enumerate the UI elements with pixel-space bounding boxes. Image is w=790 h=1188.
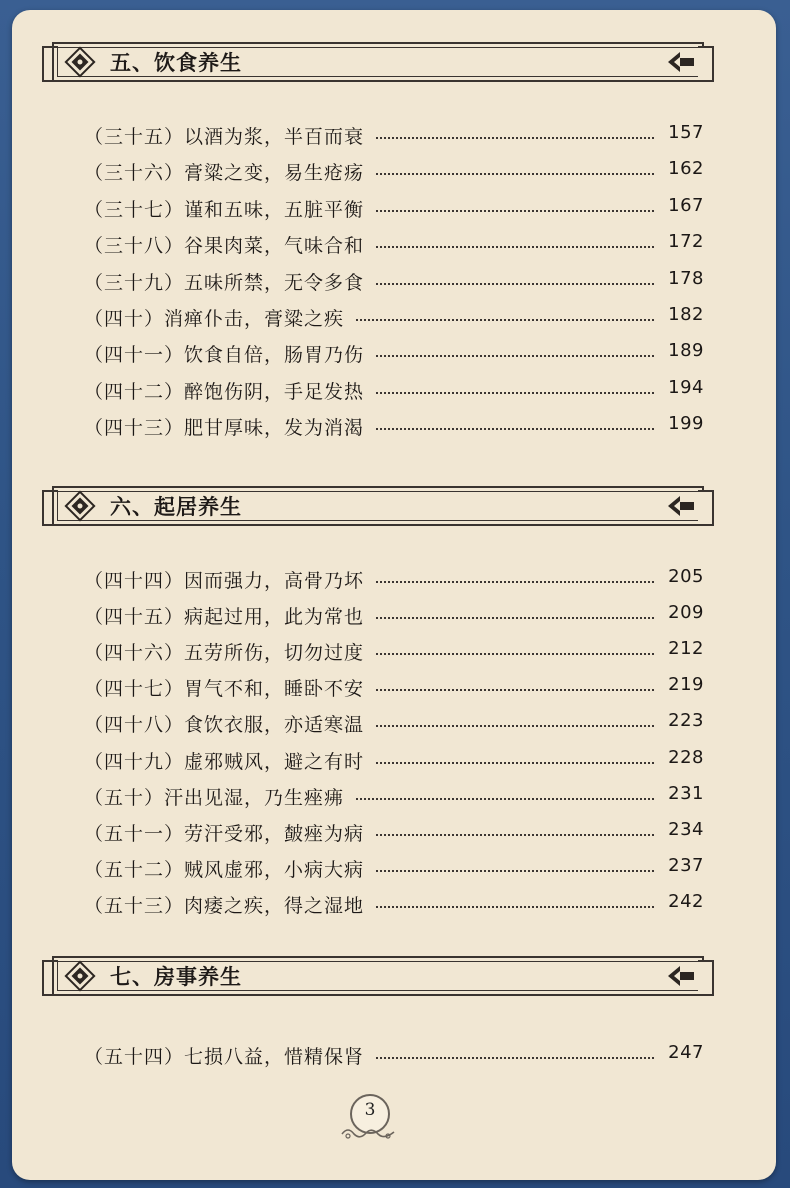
toc-entry-page: 228 xyxy=(668,746,704,768)
toc-entry-page: 205 xyxy=(668,566,704,587)
toc-entry[interactable] xyxy=(84,304,704,334)
page-number: 3 xyxy=(364,1100,376,1120)
page-number-badge xyxy=(346,1094,390,1138)
toc-entry[interactable] xyxy=(84,747,704,777)
toc-entry-page: 182 xyxy=(668,304,704,325)
header-right-cap xyxy=(698,960,714,996)
toc-entry[interactable] xyxy=(84,231,704,261)
toc-entry[interactable] xyxy=(84,195,704,225)
toc-entry-title: （四十五）病起过用，此为常也 xyxy=(84,606,365,629)
arrow-ornament-icon xyxy=(666,962,696,990)
toc-entry[interactable] xyxy=(84,638,704,668)
toc-entry-title: （四十四）因而强力，高骨乃坏 xyxy=(84,570,365,592)
toc-entry[interactable] xyxy=(84,377,704,407)
header-right-cap xyxy=(698,46,714,82)
dot-leader xyxy=(376,1057,654,1059)
toc-entry[interactable] xyxy=(84,674,704,704)
dot-leader xyxy=(376,173,654,175)
toc-entry[interactable] xyxy=(84,602,704,632)
section-header-living xyxy=(42,482,714,530)
diamond-ornament-icon xyxy=(64,490,96,522)
toc-entry-title: （三十七）谨和五味，五脏平衡 xyxy=(84,198,365,221)
toc-entry-page: 242 xyxy=(668,890,704,912)
dot-leader xyxy=(376,725,654,727)
toc-entry-title: （五十二）贼风虚邪，小病大病 xyxy=(84,858,365,881)
dot-leader xyxy=(376,392,654,394)
cloud-swirl-icon xyxy=(338,1124,398,1142)
toc-entry-page: 178 xyxy=(668,267,704,289)
dot-leader xyxy=(376,762,654,764)
dot-leader xyxy=(376,355,654,357)
toc-entry-page: 199 xyxy=(668,413,704,435)
dot-leader xyxy=(376,137,654,139)
toc-entry-page: 189 xyxy=(668,340,704,362)
toc-entry[interactable] xyxy=(84,1042,704,1072)
toc-entry-title: （五十四）七损八益，惜精保肾 xyxy=(84,1046,365,1068)
dot-leader xyxy=(376,246,654,248)
dot-leader xyxy=(376,906,654,908)
toc-entry-title: （四十二）醉饱伤阴，手足发热 xyxy=(84,380,365,403)
toc-entry-title: （四十九）虚邪贼风，避之有时 xyxy=(84,750,365,773)
toc-entry-page: 234 xyxy=(668,818,704,840)
section-title: 五、饮食养生 xyxy=(110,50,242,75)
toc-entry-page: 162 xyxy=(668,158,704,180)
dot-leader xyxy=(376,617,654,619)
dot-leader xyxy=(376,581,654,583)
dot-leader xyxy=(376,210,654,212)
toc-entry-page: 157 xyxy=(668,122,704,143)
toc-entry[interactable] xyxy=(84,413,704,443)
section-title: 七、房事养生 xyxy=(110,964,242,989)
toc-entry-page: 172 xyxy=(668,231,704,253)
diamond-ornament-icon xyxy=(64,46,96,78)
toc-entry-page: 231 xyxy=(668,782,704,804)
toc-entry-page: 219 xyxy=(668,674,704,696)
dot-leader xyxy=(356,319,654,321)
section-header-bedroom xyxy=(42,952,714,1000)
toc-entry-title: （四十七）胃气不和，睡卧不安 xyxy=(84,678,365,701)
diamond-ornament-icon xyxy=(64,960,96,992)
toc-entry-title: （三十六）膏粱之变，易生疮疡 xyxy=(84,162,365,185)
dot-leader xyxy=(376,870,654,872)
dot-leader xyxy=(376,653,654,655)
toc-entry-page: 223 xyxy=(668,710,704,732)
section-header-diet xyxy=(42,38,714,86)
toc-entry-title: （五十一）劳汗受邪，皶痤为病 xyxy=(84,822,365,845)
toc-entry-title: （四十三）肥甘厚味，发为消渴 xyxy=(84,417,365,440)
toc-entry[interactable] xyxy=(84,268,704,298)
toc-entry[interactable] xyxy=(84,158,704,188)
dot-leader xyxy=(376,283,654,285)
toc-entry-page: 167 xyxy=(668,194,704,216)
section-title: 六、起居养生 xyxy=(110,494,242,519)
toc-entry[interactable] xyxy=(84,891,704,921)
toc-entry[interactable] xyxy=(84,819,704,849)
header-right-cap xyxy=(698,490,714,526)
toc-entry[interactable] xyxy=(84,122,704,152)
toc-entry-title: （四十一）饮食自倍，肠胃乃伤 xyxy=(84,344,365,367)
toc-entry[interactable] xyxy=(84,783,704,813)
toc-entry-page: 209 xyxy=(668,602,704,624)
toc-entry-page: 247 xyxy=(668,1042,704,1063)
toc-entry-title: （四十八）食饮衣服，亦适寒温 xyxy=(84,714,365,737)
toc-entry-title: （三十九）五味所禁，无令多食 xyxy=(84,271,365,294)
toc-entry-page: 237 xyxy=(668,854,704,876)
toc-entry-title: （四十六）五劳所伤，切勿过度 xyxy=(84,642,365,665)
toc-entry-page: 194 xyxy=(668,376,704,398)
toc-entry[interactable] xyxy=(84,566,704,596)
toc-entry[interactable] xyxy=(84,710,704,740)
toc-entry-page: 212 xyxy=(668,638,704,660)
toc-entry-title: （四十）消瘅仆击，膏粱之疾 xyxy=(84,308,345,330)
dot-leader xyxy=(376,428,654,430)
arrow-ornament-icon xyxy=(666,492,696,520)
toc-entry-title: （三十八）谷果肉菜，气味合和 xyxy=(84,235,365,258)
arrow-ornament-icon xyxy=(666,48,696,76)
toc-entry-title: （五十三）肉痿之疾，得之湿地 xyxy=(84,894,365,917)
toc-entry[interactable] xyxy=(84,340,704,370)
toc-entry-title: （五十）汗出见湿，乃生痤疿 xyxy=(84,786,345,809)
toc-entry[interactable] xyxy=(84,855,704,885)
toc-entry-title: （三十五）以酒为浆，半百而衰 xyxy=(84,126,365,148)
dot-leader xyxy=(376,689,654,691)
dot-leader xyxy=(356,798,654,800)
book-page xyxy=(12,10,776,1180)
dot-leader xyxy=(376,834,654,836)
